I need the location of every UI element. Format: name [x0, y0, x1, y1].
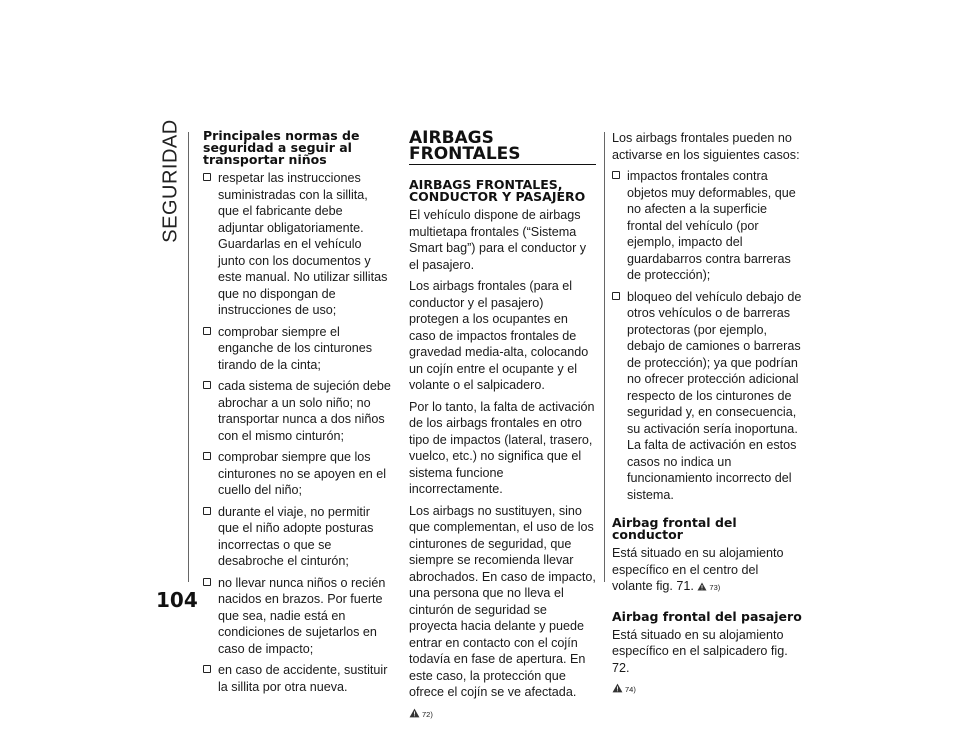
warning-ref-number: 72) [422, 709, 433, 719]
warning-ref-number: 74) [625, 685, 636, 694]
paragraph [612, 545, 802, 597]
paragraph: El vehículo dispone de airbags multietapa frontales (“Sistema Smart bag”) para el conductor y el pasajero. [409, 208, 587, 272]
driver-airbag-heading: Airbag frontal del conductor [612, 515, 737, 542]
list-item: respetar las instrucciones suministradas con la sillita, que el fabricante debe adjuntar obligatoriamente. Guardarlas en el vehículo junto con los documentos y este manual. No utilizar sillitas que no dispongan de instrucciones de uso; [203, 170, 391, 319]
list-item: comprobar siempre que los cinturones no se apoyen en el cuello del niño; [203, 449, 391, 499]
paragraph: Los airbags frontales (para el conductor y el pasajero) protegen a los ocupantes en caso de impactos frontales de gravedad media-alta, colocando un cojín entre el ocupante y el volante o el salpicadero. [409, 279, 589, 392]
list-item: comprobar siempre el enganche de los cinturones tirando de la cinta; [203, 324, 391, 374]
column-divider [188, 132, 189, 582]
warning-ref-number: 73) [709, 583, 721, 592]
warning-reference[interactable] [409, 707, 596, 724]
child-safety-heading: Principales normas de seguridad a seguir al transportar niños [203, 128, 360, 167]
list-item: durante el viaje, no permitir que el niño adopte posturas incorrectas o que se desabroche el cinturón; [203, 504, 391, 570]
warning-reference[interactable] [697, 580, 720, 597]
section-side-title-text: SEGURIDAD [159, 119, 182, 243]
passenger-airbag-heading: Airbag frontal del pasajero [612, 608, 802, 624]
child-safety-list [203, 170, 391, 695]
column-divider [604, 132, 605, 582]
column-middle [409, 130, 596, 723]
paragraph: Por lo tanto, la falta de activación de los airbags frontales en otro tipo de impactos (lateral, trasero, vuelco, etc.) no significa que el sistema funcione incorrectamente. [409, 399, 595, 496]
list-item: cada sistema de sujeción debe abrochar a un solo niño; no transportar nunca a dos niños con el mismo cinturón; [203, 378, 391, 444]
column-right [612, 130, 802, 699]
section-side-title [158, 119, 184, 243]
subsection-title: AIRBAGS FRONTALES, CONDUCTOR Y PASAJERO [409, 177, 586, 204]
page-number: 104 [156, 588, 198, 612]
list-item: bloqueo del vehículo debajo de otros vehículos o de barreras protectoras (por ejemplo, debajo de camiones o barreras de protección); ya que podrían no ofrecer protección adicional respecto de los cinturones de seguridad y, en consecuencia, su activación sería inoportuna. La falta de activación en estos casos no indica un funcionamiento incorrecto del sistema. [612, 289, 802, 504]
section-title: AIRBAGS FRONTALES [409, 130, 596, 165]
warning-triangle-icon [697, 582, 707, 591]
non-activation-list [612, 168, 802, 503]
paragraph: Los airbags no sustituyen, sino que complementan, el uso de los cinturones de seguridad, que siempre se recomienda llevar abrochados. En caso de impacto, una persona que no lleva el cinturón de seguridad se proyecta hacia delante y puede entrar en contacto con el cojín todavía en fase de apertura. En este caso, la protección que ofrece el cojín se ve afectada. [409, 503, 596, 699]
warning-reference[interactable] [612, 682, 802, 699]
warning-triangle-icon [612, 683, 623, 693]
paragraph: Los airbags frontales pueden no activarse en los siguientes casos: [612, 131, 800, 162]
list-item: impactos frontales contra objetos muy deformables, que no afecten a la superficie frontal del vehículo (por ejemplo, impacto del guardabarros contra barreras de protección); [612, 168, 802, 284]
warning-triangle-icon [409, 708, 420, 718]
driver-airbag-text: Está situado en su alojamiento específico en el centro del volante fig. 71. [612, 546, 784, 593]
list-item: en caso de accidente, sustituir la sillita por otra nueva. [203, 662, 391, 695]
paragraph: Está situado en su alojamiento específico en el salpicadero fig. 72. [612, 627, 788, 675]
list-item: no llevar nunca niños o recién nacidos en brazos. Por fuerte que sea, nadie está en condiciones de sujetarlos en caso de impacto; [203, 575, 391, 658]
column-left [203, 130, 391, 700]
